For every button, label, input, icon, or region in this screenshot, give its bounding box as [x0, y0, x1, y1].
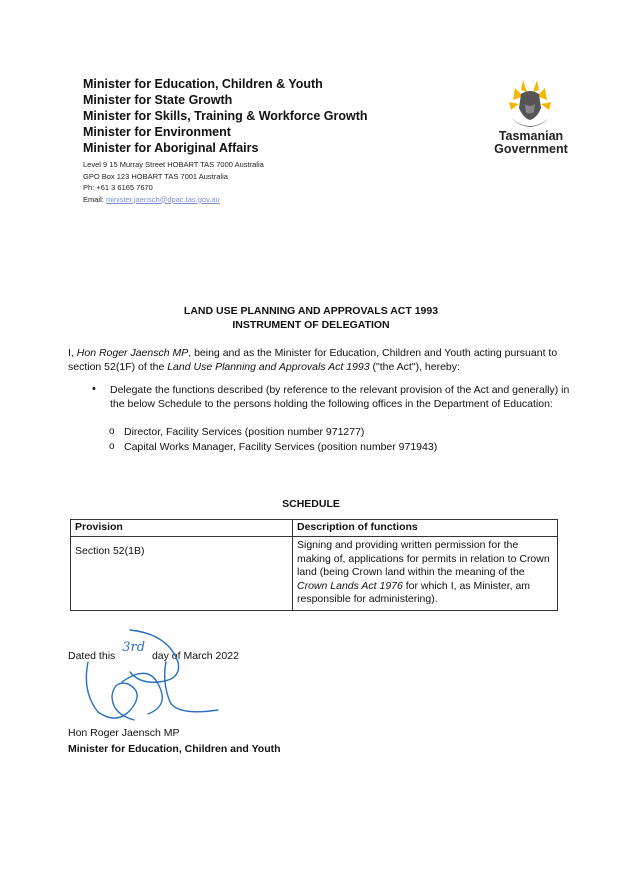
- intro-paragraph: [68, 346, 578, 374]
- logo-text-line2: Government: [494, 142, 568, 156]
- circle-bullet-icon: o: [109, 441, 115, 452]
- bullet-icon: •: [92, 383, 96, 395]
- street-address: Level 9 15 Murray Street HOBART TAS 7000 Australia: [83, 160, 264, 169]
- office-item: Director, Facility Services (position number 971277): [124, 426, 365, 438]
- document-subtitle: INSTRUMENT OF DELEGATION: [232, 319, 390, 331]
- ministry-title: Minister for Aboriginal Affairs: [83, 141, 259, 155]
- ministry-title: Minister for Environment: [83, 125, 231, 139]
- email-label: Email:: [83, 194, 104, 204]
- description-cell: [293, 537, 558, 611]
- description-text-end: for which I, as Minister, am responsible for administering).: [297, 579, 531, 605]
- ministry-title: Minister for Education, Children & Youth: [83, 77, 323, 91]
- description-text-start: Signing and providing written permission for the making of, applications for permits in relation to Crown land (being Crown land within the meaning of the: [297, 539, 550, 578]
- dated-prefix: Dated this: [68, 650, 116, 662]
- document-title: LAND USE PLANNING AND APPROVALS ACT 1993: [183, 305, 439, 317]
- intro-text-end: ("the Act"), hereby:: [369, 361, 460, 373]
- provision-cell: Section 52(1B): [71, 537, 293, 611]
- circle-bullet-icon: o: [109, 426, 115, 437]
- handwritten-day: 3rd: [122, 640, 146, 655]
- email-line: [83, 194, 368, 206]
- postal-address: GPO Box 123 HOBART TAS 7001 Australia: [83, 171, 228, 181]
- intro-text-start: I,: [68, 347, 77, 359]
- signatory-name: Hon Roger Jaensch MP: [68, 727, 180, 739]
- description-header: Description of functions: [293, 520, 558, 537]
- ministry-title: Minister for Skills, Training & Workforce Growth: [83, 109, 368, 123]
- phone-number: Ph: +61 3 6165 7670: [83, 183, 153, 192]
- table-row: [71, 537, 558, 611]
- signatory-title: Minister for Education, Children and Youth: [68, 743, 281, 755]
- act-name: Land Use Planning and Approvals Act 1993: [167, 361, 370, 373]
- schedule-table: [70, 519, 558, 611]
- email-link[interactable]: minister.jaensch@dpac.tas.gov.au: [105, 194, 220, 204]
- thylacine-emblem-icon: [501, 78, 561, 130]
- provision-header: Provision: [71, 520, 293, 537]
- crown-lands-act: Crown Lands Act 1976: [297, 579, 403, 592]
- office-item: Capital Works Manager, Facility Services (position number 971943): [124, 441, 438, 453]
- delegation-bullet: Delegate the functions described (by reference to the relevant provision of the Act and generally) in the below Schedule to the persons holding the following offices in the Department of Education:: [110, 384, 570, 410]
- minister-name: Hon Roger Jaensch MP: [76, 347, 189, 359]
- logo-text-line1: Tasmanian: [498, 129, 564, 143]
- table-header-row: [71, 520, 558, 537]
- intro-text-mid: , being and as the Minister for Education, Children and Youth acting pursuant to section 52(1F) of the: [68, 347, 558, 373]
- dated-suffix: day of March 2022: [151, 650, 239, 662]
- letterhead: [83, 76, 368, 205]
- handwritten-signature: [58, 622, 228, 732]
- schedule-heading: SCHEDULE: [282, 498, 340, 510]
- tasmanian-government-logo: [486, 78, 576, 156]
- ministry-title: Minister for State Growth: [83, 93, 233, 107]
